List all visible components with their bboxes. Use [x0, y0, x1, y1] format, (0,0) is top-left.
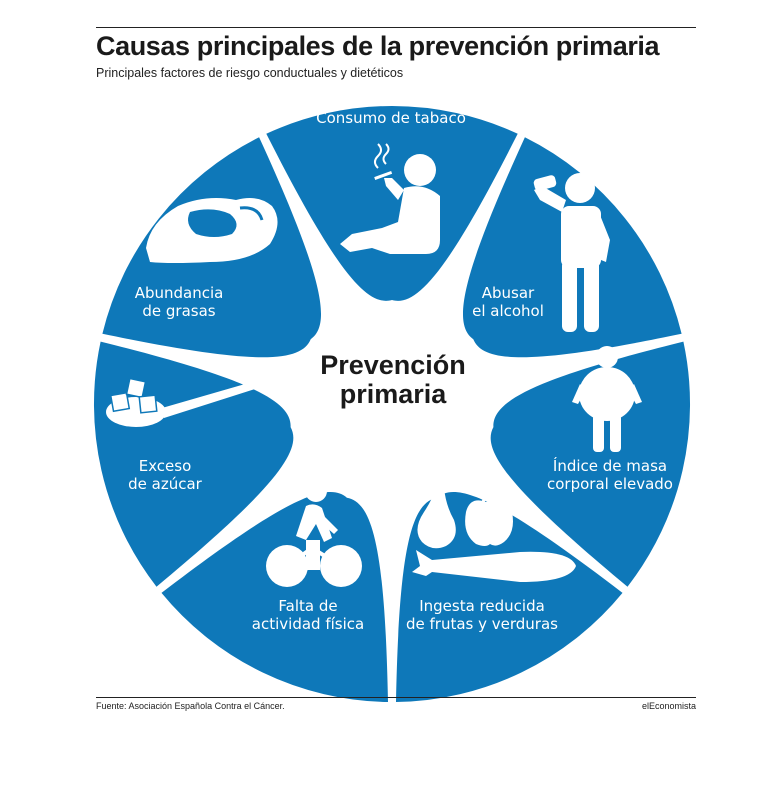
- segment-label-grasas-line1: Abundancia: [134, 284, 224, 302]
- center-title-line2: primaria: [339, 379, 447, 409]
- source-note: Fuente: Asociación Española Contra el Cáncer.: [96, 701, 285, 711]
- segment-label-frutas-line2: de frutas y verduras: [406, 615, 558, 633]
- segment-label-actividad-line1: Falta de: [278, 597, 338, 615]
- page-title: Causas principales de la prevención primaria: [96, 31, 660, 61]
- bottom-rule: [96, 697, 696, 698]
- segment-label-alcohol-line1: Abusar: [481, 284, 535, 302]
- segment-label-azucar-line2: de azúcar: [128, 475, 202, 493]
- segment-label-imc-line1: Índice de masa: [552, 457, 668, 475]
- page-subtitle: Principales factores de riesgo conductuales y dietéticos: [96, 66, 404, 80]
- segment-label-grasas-line2: de grasas: [142, 302, 216, 320]
- segment-label-imc-line2: corporal elevado: [547, 475, 673, 493]
- publisher-brand: elEconomista: [641, 701, 696, 711]
- segment-label-azucar-line1: Exceso: [138, 457, 192, 475]
- segment-label-frutas-line1: Ingesta reducida: [419, 597, 545, 615]
- center-title-line1: Prevención: [320, 350, 466, 380]
- center-label: [320, 350, 466, 409]
- segment-label-tabaco-line1: Consumo de tabaco: [316, 109, 466, 127]
- segment-label-actividad-line2: actividad física: [251, 615, 365, 633]
- segment-label-alcohol-line2: el alcohol: [472, 302, 544, 320]
